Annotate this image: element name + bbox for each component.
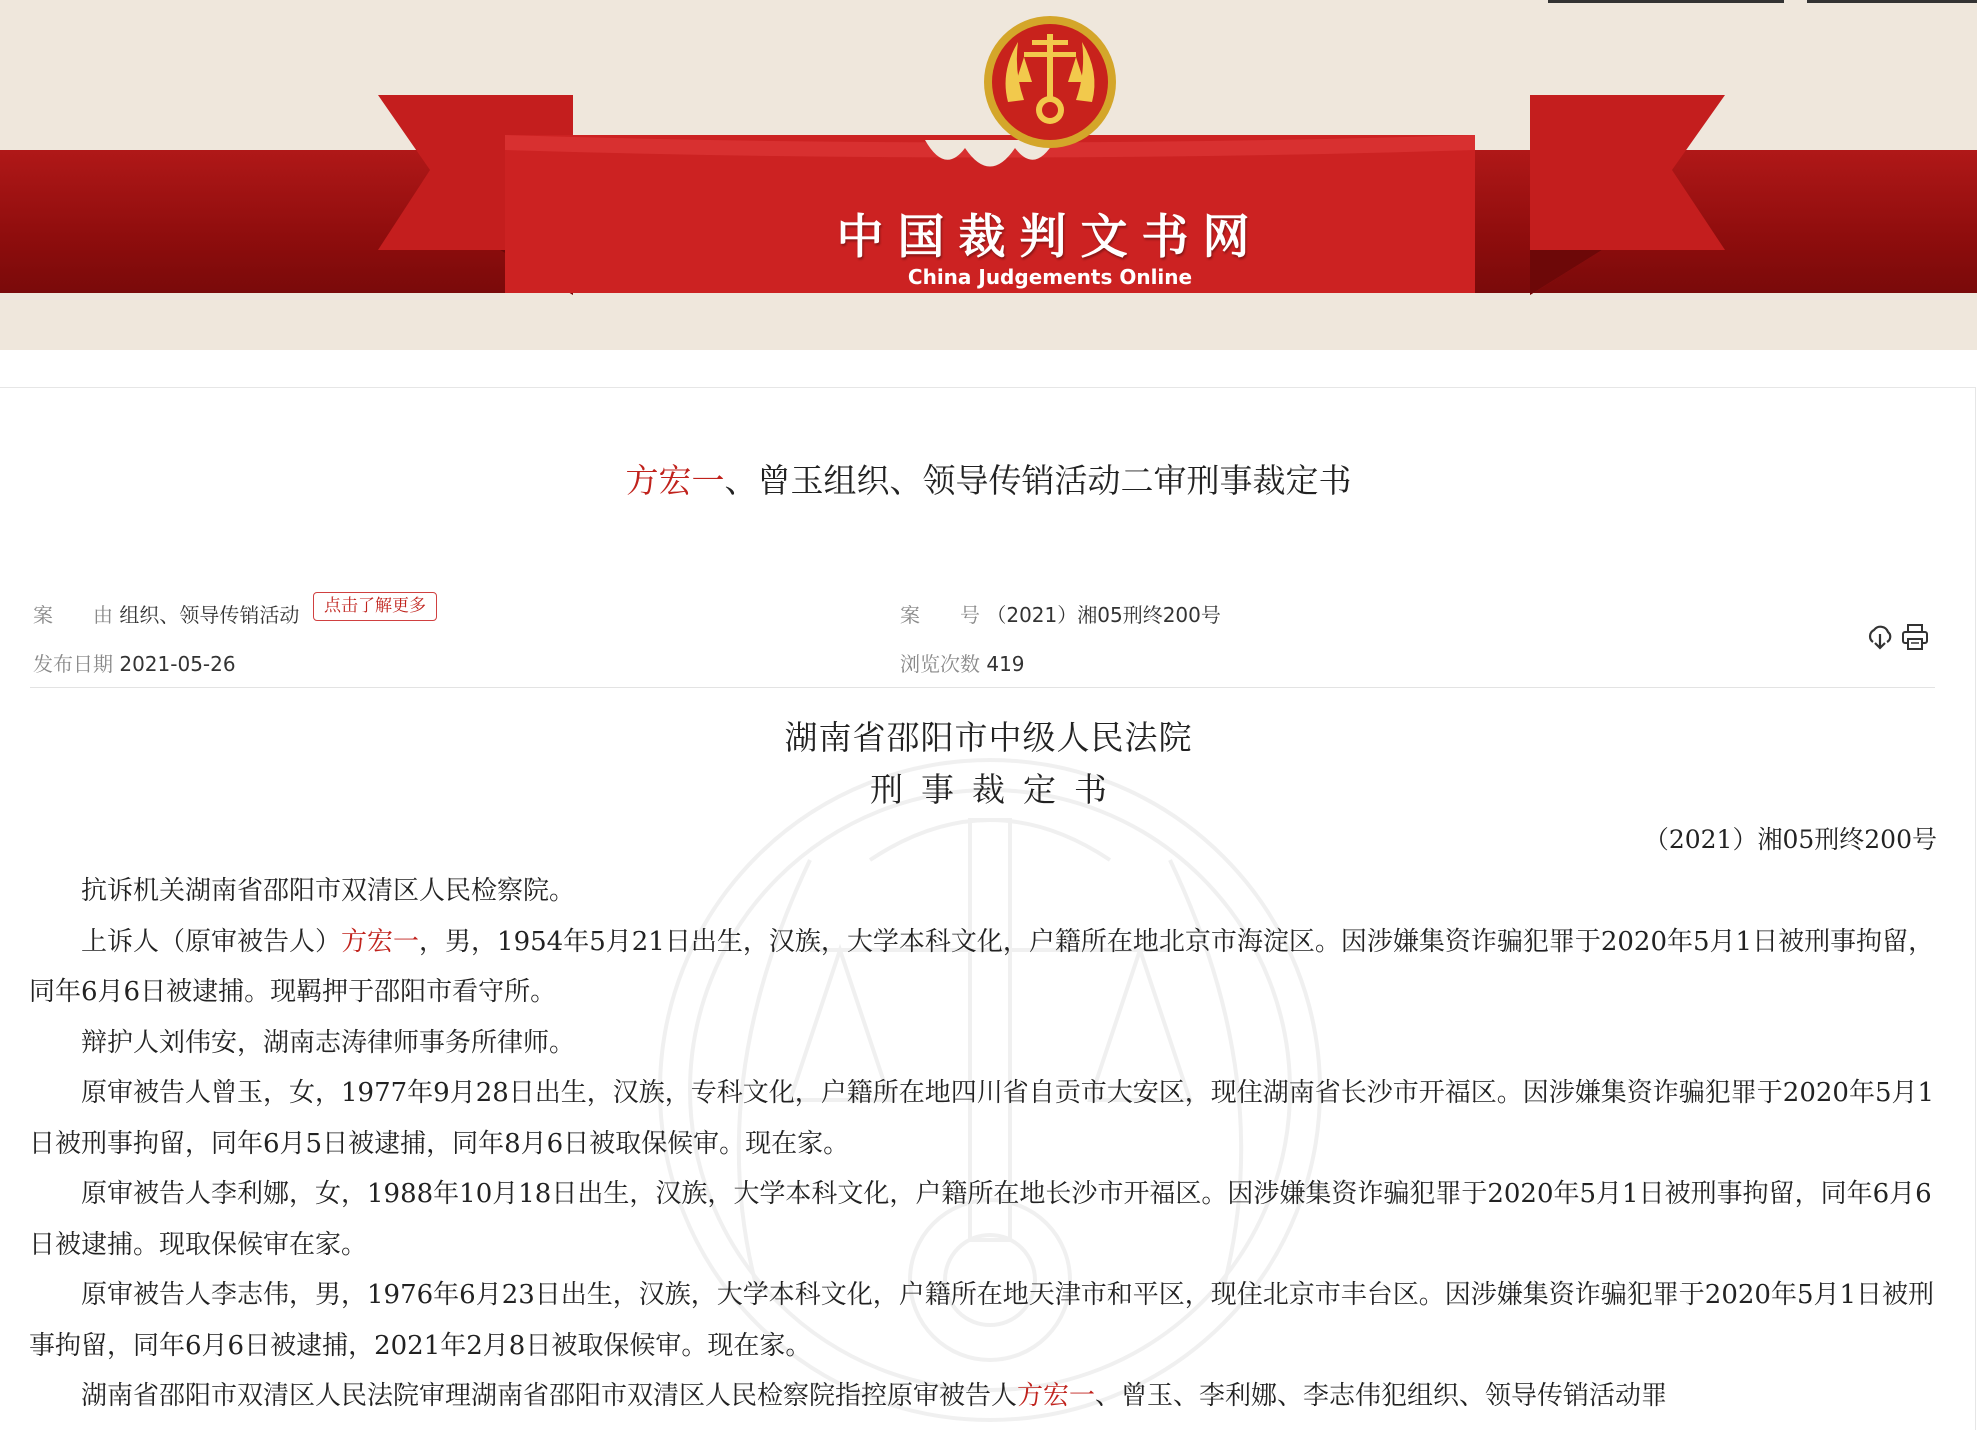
document-type: 刑事裁定书 (870, 770, 1125, 809)
download-icon[interactable] (1865, 622, 1895, 652)
paragraph: 辩护人刘伟安，湖南志涛律师事务所律师。 (81, 1027, 576, 1058)
title-party-highlight[interactable]: 方宏一 (625, 461, 725, 500)
views-label: 浏览次数 (900, 652, 980, 676)
publish-date-value: 2021-05-26 (119, 652, 236, 676)
paragraph: 原审被告人李志伟，男，1976年6月23日出生，汉族，大学本科文化，户籍所在地天津市和平区，现住北京市丰台区。因涉嫌集资诈骗犯罪于2020年5月1日被刑事拘留，同年6月6日被逮捕，2021年2月8日被取保候审。现在家。 (29, 1280, 1935, 1361)
paragraph-text: 湖南省邵阳市双清区人民法院审理湖南省邵阳市双清区人民检察院指控原审被告人 (81, 1381, 1018, 1411)
site-title: 中国裁判文书网 (836, 210, 1264, 265)
case-number-right: （2021）湘05刑终200号 (1643, 825, 1937, 854)
court-name: 湖南省邵阳市中级人民法院 (784, 718, 1193, 757)
paragraph-text: ，男，1954年5月21日出生，汉族，大学本科文化，户籍所在地北京市海淀区。因涉嫌集资诈骗犯罪于2020年5月1日被刑事拘留，同年6月6日被逮捕。现羁押于邵阳市看守所。 (29, 926, 1935, 1007)
paragraph: 抗诉机关湖南省邵阳市双清区人民检察院。 (81, 876, 576, 906)
top-nav-tab[interactable] (1807, 0, 1977, 3)
views-value: 419 (986, 652, 1025, 676)
document-body (29, 866, 1935, 1422)
paragraph (29, 917, 1935, 1018)
party-highlight[interactable]: 方宏一 (341, 926, 420, 957)
paragraph-text: 上诉人（原审被告人） (81, 926, 342, 957)
case-number-label: 案 号 (900, 603, 980, 627)
meta-cause (33, 599, 299, 628)
court-emblem-icon (980, 12, 1120, 152)
top-nav-tab[interactable] (1548, 0, 1784, 3)
case-number-value: （2021）湘05刑终200号 (986, 603, 1221, 627)
publish-date-label: 发布日期 (33, 652, 113, 676)
title-rest: 、曾玉组织、领导传销活动二审刑事裁定书 (724, 461, 1352, 500)
meta-publish-date (33, 648, 236, 677)
paragraph: 原审被告人李利娜，女，1988年10月18日出生，汉族，大学本科文化，户籍所在地长沙市开福区。因涉嫌集资诈骗犯罪于2020年5月1日被刑事拘留，同年6月6日被逮捕。现取保候审在家。 (29, 1179, 1932, 1260)
site-header (0, 0, 1977, 350)
cause-value: 组织、领导传销活动 (119, 603, 300, 627)
paragraph (29, 1371, 1935, 1422)
meta-views (900, 648, 1025, 677)
learn-more-button[interactable]: 点击了解更多 (313, 592, 437, 621)
document-title (0, 455, 1977, 502)
paragraph: 原审被告人曾玉，女，1977年9月28日出生，汉族，专科文化，户籍所在地四川省自贡市大安区，现住湖南省长沙市开福区。因涉嫌集资诈骗犯罪于2020年5月1日被刑事拘留，同年6月5日被逮捕，同年8月6日被取保候审。现在家。 (29, 1078, 1935, 1159)
print-icon[interactable] (1900, 622, 1930, 652)
site-subtitle: China Judgements Online (907, 265, 1193, 289)
meta-divider (30, 687, 1935, 688)
paragraph-text: 、曾玉、李利娜、李志伟犯组织、领导传销活动罪 (1095, 1381, 1668, 1411)
party-highlight[interactable]: 方宏一 (1017, 1381, 1096, 1411)
cause-label: 案 由 (33, 603, 113, 627)
meta-case-number (900, 599, 1221, 628)
